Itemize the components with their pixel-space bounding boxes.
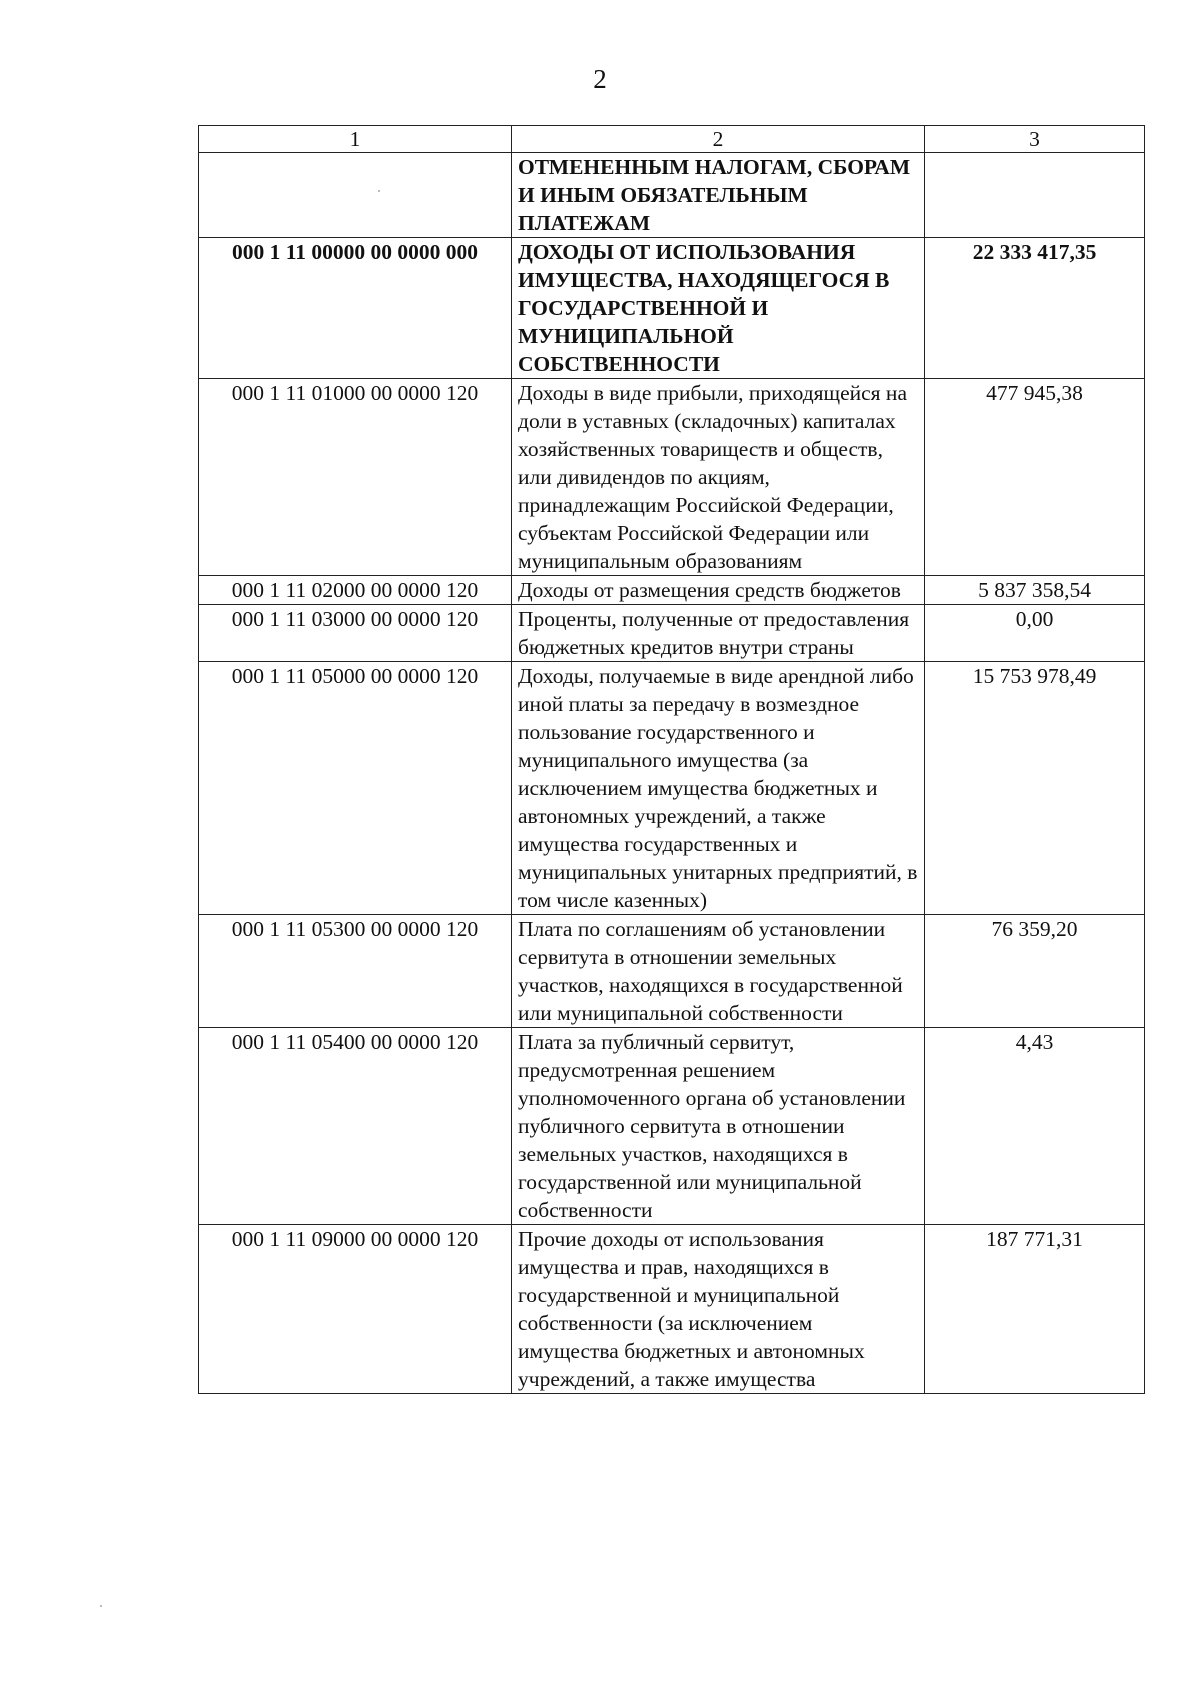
amount: 4,43 — [925, 1028, 1145, 1225]
budget-code: 000 1 11 00000 00 0000 000 — [199, 238, 512, 379]
revenue-name: ОТМЕНЕННЫМ НАЛОГАМ, СБОРАМ И ИНЫМ ОБЯЗАТЕЛЬНЫМ ПЛАТЕЖАМ — [512, 153, 925, 238]
budget-code: 000 1 11 05300 00 0000 120 — [199, 915, 512, 1028]
amount: 22 333 417,35 — [925, 238, 1145, 379]
table-header-row — [199, 126, 1145, 153]
scan-speck — [378, 190, 380, 192]
budget-code: 000 1 11 05400 00 0000 120 — [199, 1028, 512, 1225]
revenue-name: Плата за публичный сервитут, предусмотренная решением уполномоченного органа об установлении публичного сервитута в отношении земельных участков, находящихся в государственной или муниципальной собственности — [512, 1028, 925, 1225]
amount: 0,00 — [925, 605, 1145, 662]
budget-code — [199, 153, 512, 238]
table-row — [199, 662, 1145, 915]
column-header-1: 1 — [199, 126, 512, 153]
budget-code: 000 1 11 09000 00 0000 120 — [199, 1225, 512, 1394]
revenue-table — [198, 125, 1145, 1394]
revenue-name: Проценты, полученные от предоставления бюджетных кредитов внутри страны — [512, 605, 925, 662]
table-row — [199, 915, 1145, 1028]
amount: 187 771,31 — [925, 1225, 1145, 1394]
amount: 5 837 358,54 — [925, 576, 1145, 605]
amount: 477 945,38 — [925, 379, 1145, 576]
table-row — [199, 379, 1145, 576]
page-number: 2 — [593, 64, 607, 94]
revenue-name: Доходы от размещения средств бюджетов — [512, 576, 925, 605]
table-row — [199, 238, 1145, 379]
revenue-name: Плата по соглашениям об установлении сервитута в отношении земельных участков, находящихся в государственной или муниципальной собственности — [512, 915, 925, 1028]
table-row — [199, 1028, 1145, 1225]
amount — [925, 153, 1145, 238]
revenue-name: Доходы, получаемые в виде арендной либо иной платы за передачу в возмездное пользование государственного и муниципального имущества (за исключением имущества бюджетных и автономных учреждений, а также имущества государственных и муниципальных унитарных предприятий, в том числе казенных) — [512, 662, 925, 915]
column-header-2: 2 — [512, 126, 925, 153]
table-row — [199, 605, 1145, 662]
amount: 15 753 978,49 — [925, 662, 1145, 915]
table-row — [199, 576, 1145, 605]
budget-code: 000 1 11 02000 00 0000 120 — [199, 576, 512, 605]
revenue-name: Доходы в виде прибыли, приходящейся на доли в уставных (складочных) капиталах хозяйственных товариществ и обществ, или дивидендов по акциям, принадлежащим Российской Федерации, субъектам Российской Федерации или муниципальным образованиям — [512, 379, 925, 576]
revenue-name: ДОХОДЫ ОТ ИСПОЛЬЗОВАНИЯ ИМУЩЕСТВА, НАХОДЯЩЕГОСЯ В ГОСУДАРСТВЕННОЙ И МУНИЦИПАЛЬНОЙ СОБСТВЕННОСТИ — [512, 238, 925, 379]
budget-code: 000 1 11 05000 00 0000 120 — [199, 662, 512, 915]
budget-code: 000 1 11 03000 00 0000 120 — [199, 605, 512, 662]
scan-speck — [100, 1605, 102, 1607]
revenue-name: Прочие доходы от использования имущества и прав, находящихся в государственной и муниципальной собственности (за исключением имущества бюджетных и автономных учреждений, а также имущества — [512, 1225, 925, 1394]
table-row — [199, 1225, 1145, 1394]
amount: 76 359,20 — [925, 915, 1145, 1028]
table-row — [199, 153, 1145, 238]
budget-code: 000 1 11 01000 00 0000 120 — [199, 379, 512, 576]
column-header-3: 3 — [925, 126, 1145, 153]
